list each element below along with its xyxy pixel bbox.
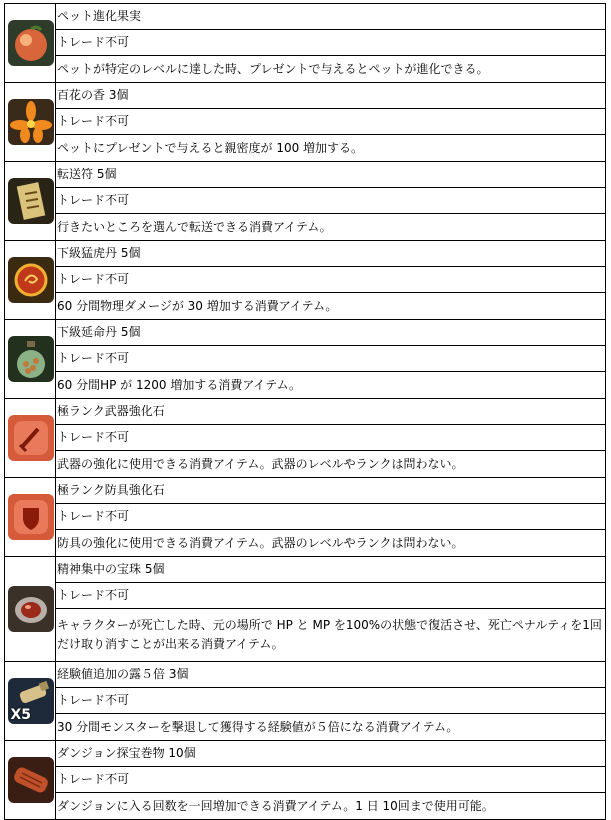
icon-cell <box>5 557 56 662</box>
table-row <box>5 320 606 346</box>
table-row <box>5 793 606 820</box>
table-row <box>5 451 606 478</box>
icon-cell <box>5 662 56 741</box>
trade-status: トレード不可 <box>56 767 606 793</box>
table-row <box>5 425 606 451</box>
item-name: 極ランク防具強化石 <box>56 478 606 504</box>
icon-cell <box>5 162 56 241</box>
table-row <box>5 583 606 609</box>
table-row <box>5 714 606 741</box>
trade-status: トレード不可 <box>56 346 606 372</box>
item-name: 経験値追加の露５倍 3個 <box>56 662 606 688</box>
table-row <box>5 767 606 793</box>
dew-bottle-icon <box>8 678 54 724</box>
table-row <box>5 188 606 214</box>
table-row <box>5 4 606 30</box>
item-description: キャラクターが死亡した時、元の場所で HP と MP を100%の状態で復活させ、死亡ペナルティを1回だけ取り消すことが出来る消費アイテム。 <box>56 609 606 662</box>
table-row <box>5 135 606 162</box>
item-name: 下級猛虎丹 5個 <box>56 241 606 267</box>
table-row <box>5 504 606 530</box>
trade-status: トレード不可 <box>56 688 606 714</box>
table-row <box>5 372 606 399</box>
scroll-talisman-icon <box>8 178 54 224</box>
table-row <box>5 241 606 267</box>
trade-status: トレード不可 <box>56 504 606 530</box>
table-row <box>5 214 606 241</box>
item-description: 30 分間モンスターを撃退して獲得する経験値が５倍になる消費アイテム。 <box>56 714 606 741</box>
icon-cell <box>5 399 56 478</box>
table-row <box>5 30 606 56</box>
item-description: ペットが特定のレベルに達した時、プレゼントで与えるとペットが進化できる。 <box>56 56 606 83</box>
table-row <box>5 478 606 504</box>
pill-bottle-icon <box>8 336 54 382</box>
table-row <box>5 267 606 293</box>
treasure-scroll-icon <box>8 757 54 803</box>
weapon-stone-icon <box>8 415 54 461</box>
item-description: 60 分間HP が 1200 増加する消費アイテム。 <box>56 372 606 399</box>
table-row <box>5 662 606 688</box>
icon-cell <box>5 83 56 162</box>
icon-cell <box>5 4 56 83</box>
trade-status: トレード不可 <box>56 188 606 214</box>
icon-cell <box>5 478 56 557</box>
table-row <box>5 109 606 135</box>
icon-cell <box>5 241 56 320</box>
trade-status: トレード不可 <box>56 583 606 609</box>
item-description: ダンジョンに入る回数を一回増加できる消費アイテム。1 日 10回まで使用可能。 <box>56 793 606 820</box>
item-name: ペット進化果実 <box>56 4 606 30</box>
multiplier-badge: X5 <box>10 707 32 723</box>
item-description: ペットにプレゼントで与えると親密度が 100 増加する。 <box>56 135 606 162</box>
item-name: 百花の香 3個 <box>56 83 606 109</box>
trade-status: トレード不可 <box>56 109 606 135</box>
item-table <box>4 3 606 820</box>
item-description: 防具の強化に使用できる消費アイテム。武器のレベルやランクは問わない。 <box>56 530 606 557</box>
item-description: 武器の強化に使用できる消費アイテム。武器のレベルやランクは問わない。 <box>56 451 606 478</box>
table-row <box>5 741 606 767</box>
peach-fruit-icon <box>8 20 54 66</box>
trade-status: トレード不可 <box>56 267 606 293</box>
table-row <box>5 83 606 109</box>
table-row <box>5 557 606 583</box>
armor-stone-icon <box>8 494 54 540</box>
item-name: 精神集中の宝珠 5個 <box>56 557 606 583</box>
table-row <box>5 346 606 372</box>
item-description: 60 分間物理ダメージが 30 増加する消費アイテム。 <box>56 293 606 320</box>
item-name: 極ランク武器強化石 <box>56 399 606 425</box>
table-row <box>5 530 606 557</box>
item-name: 転送符 5個 <box>56 162 606 188</box>
icon-cell <box>5 741 56 820</box>
item-description: 行きたいところを選んで転送できる消費アイテム。 <box>56 214 606 241</box>
table-row <box>5 293 606 320</box>
trade-status: トレード不可 <box>56 30 606 56</box>
red-pill-icon <box>8 257 54 303</box>
icon-cell <box>5 320 56 399</box>
table-row <box>5 609 606 662</box>
table-row <box>5 399 606 425</box>
table-row <box>5 56 606 83</box>
flower-icon <box>8 99 54 145</box>
trade-status: トレード不可 <box>56 425 606 451</box>
table-row <box>5 162 606 188</box>
gem-icon <box>8 586 54 632</box>
item-name: ダンジョン探宝巻物 10個 <box>56 741 606 767</box>
table-row <box>5 688 606 714</box>
item-name: 下級延命丹 5個 <box>56 320 606 346</box>
